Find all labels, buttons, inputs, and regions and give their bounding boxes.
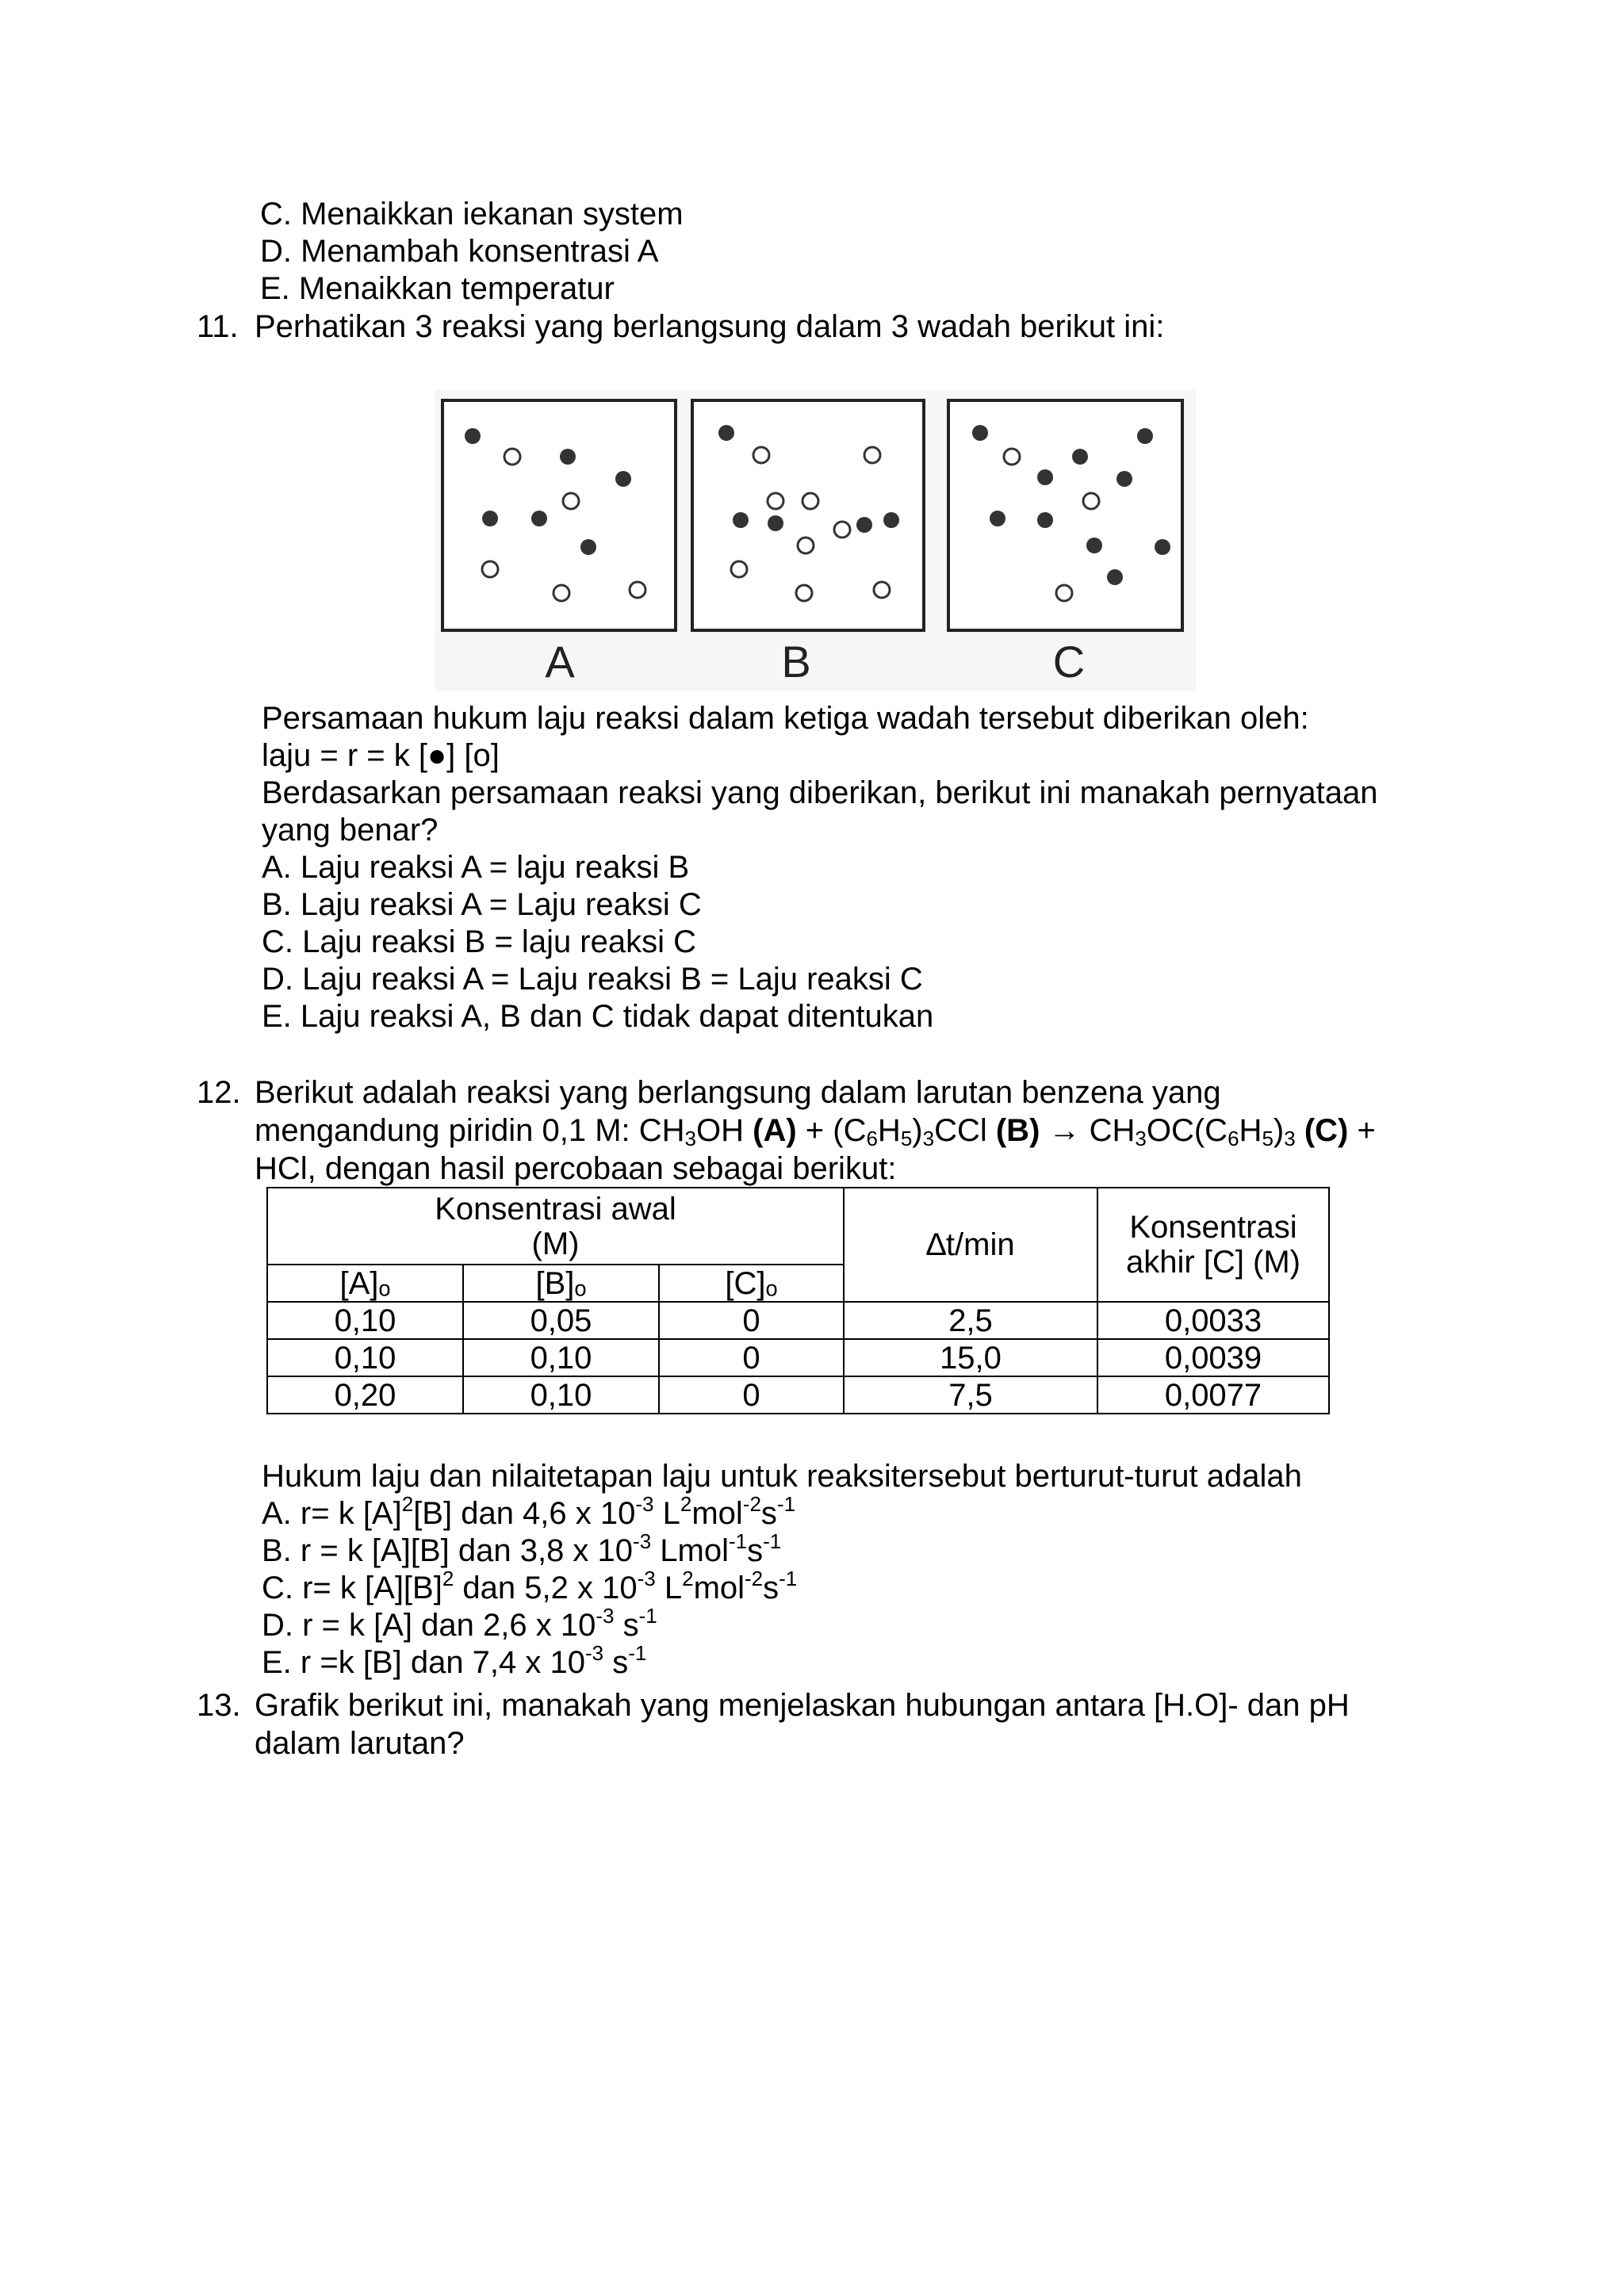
reaction-containers-figure (435, 390, 1196, 691)
table-cell: 0,10 (267, 1339, 463, 1376)
q11-option-c: C. Laju reaksi B = laju reaksi C (262, 924, 697, 959)
container-c-label: C (1052, 637, 1086, 687)
table-cell: 0,20 (267, 1376, 463, 1414)
q11-option-d: D. Laju reaksi A = Laju reaksi B = Laju reaksi C (262, 962, 923, 997)
experiment-table (266, 1187, 1330, 1414)
table-cell: 0,0077 (1097, 1376, 1329, 1414)
q12-option-b: B. r = k [A][B] dan 3,8 x $10^{-3}$ $Lmol^{-1}s^{-1}$ (262, 1529, 782, 1568)
table-cell: 0,0033 (1097, 1302, 1329, 1339)
q12-option-e: E. r =k [B] dan 7,4 x $10^{-3}$ $s^{-1}$ (262, 1641, 647, 1680)
subheader-a0: [A]ₒ (267, 1265, 463, 1302)
header-delta-t: ∆t/min (844, 1188, 1097, 1302)
q12-line1: Berikut adalah reaksi yang berlangsung dalam larutan benzena yang (255, 1075, 1221, 1110)
prev-option-c: C. Menaikkan iekanan system (260, 197, 684, 232)
prev-option-e: E. Menaikkan temperatur (260, 271, 615, 306)
container-b-label: B (781, 637, 811, 687)
q12-option-d: D. r = k [A] dan 2,6 x $10^{-3}$ $s^{-1}$ (262, 1604, 657, 1643)
table-cell: 0,10 (463, 1339, 659, 1376)
q11-line1: Persamaan hukum laju reaksi dalam ketiga wadah tersebut diberikan oleh: (262, 701, 1309, 736)
q13-line2: dalam larutan? (255, 1726, 465, 1761)
table-cell: 0,05 (463, 1302, 659, 1339)
container-b (692, 400, 924, 630)
table-cell: 0,10 (463, 1376, 659, 1414)
q12-number: 12. (197, 1075, 241, 1110)
q12-option-c: C. r= k $[A][B]^2$ dan 5,2 x $10^{-3}$ $L^2mol^{-2}s^{-1}$ (262, 1567, 798, 1605)
subheader-b0: [B]ₒ (463, 1265, 659, 1302)
q11-number: 11. (197, 309, 239, 344)
q12-line2: mengandung piridin 0,1 M: $CH_3OH$ $(A) + (C_6H_5)_3CCl$ $(B) \to CH_3OC(C_6H_5)_3$ (C) + (255, 1113, 1376, 1150)
q11-option-b: B. Laju reaksi A = Laju reaksi C (262, 887, 702, 922)
container-a (442, 400, 676, 630)
table-row (267, 1302, 1329, 1339)
table-cell: 15,0 (844, 1339, 1097, 1376)
q12-line2-prefix: mengandung piridin 0,1 M: CH (255, 1113, 685, 1148)
q12-line3: HCl, dengan hasil percobaan sebagai berikut: (255, 1151, 897, 1186)
table-cell: 7,5 (844, 1376, 1097, 1414)
subheader-c0: [C]ₒ (659, 1265, 844, 1302)
table-row (267, 1339, 1329, 1376)
table-cell: 2,5 (844, 1302, 1097, 1339)
table-cell: 0 (659, 1339, 844, 1376)
q12-option-a: A. r= k $[A]^2[B]$ dan 4,6 x $10^{-3}$ $L^2mol^{-2}s^{-1}$ (262, 1492, 796, 1531)
q11-option-a: A. Laju reaksi A = laju reaksi B (262, 850, 690, 885)
q11-rate-law: laju = r = k [●] [o] (262, 738, 500, 773)
q13-line1: Grafik berikut ini, manakah yang menjelaskan hubungan antara [H.O]- dan pH (255, 1688, 1350, 1723)
table-cell: 0,0039 (1097, 1339, 1329, 1376)
prev-option-d: D. Menambah konsentrasi A (260, 234, 659, 269)
container-a-label: A (545, 637, 575, 687)
q11-option-e: E. Laju reaksi A, B dan C tidak dapat ditentukan (262, 999, 934, 1034)
q11-text: Perhatikan 3 reaksi yang berlangsung dalam 3 wadah berikut ini: (255, 309, 1165, 344)
table-row (267, 1376, 1329, 1414)
table-cell: 0 (659, 1302, 844, 1339)
header-final-concentration: Konsentrasi akhir [C] (M) (1097, 1188, 1329, 1302)
q11-line4: yang benar? (262, 813, 439, 848)
container-c (948, 400, 1182, 630)
q11-line3: Berdasarkan persamaan reaksi yang diberikan, berikut ini manakah pernyataan (262, 775, 1378, 810)
table-cell: 0 (659, 1376, 844, 1414)
table-cell: 0,10 (267, 1302, 463, 1339)
q12-question: Hukum laju dan nilaitetapan laju untuk reaksitersebut berturut-turut adalah (262, 1459, 1302, 1494)
q13-number: 13. (197, 1688, 241, 1723)
header-initial-concentration: Konsentrasi awal (M) (267, 1188, 844, 1265)
